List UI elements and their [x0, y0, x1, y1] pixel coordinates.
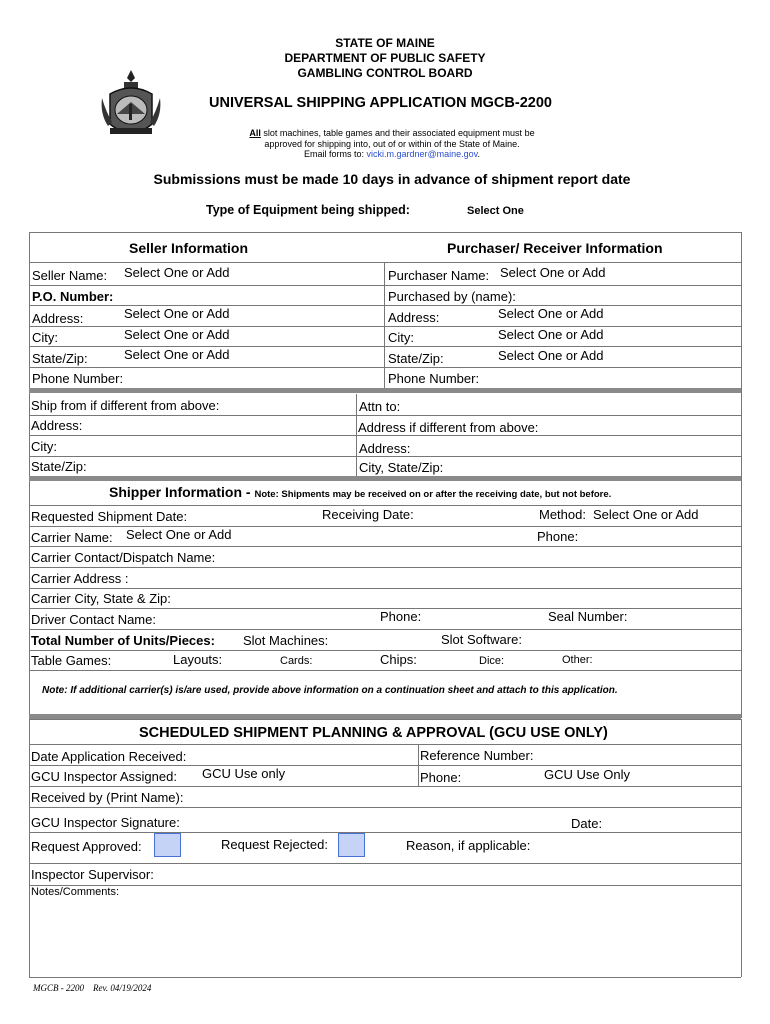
seller-heading: Seller Information — [129, 240, 249, 256]
carrier-name-select[interactable]: Select One or Add — [126, 527, 232, 542]
shipper-heading: Shipper Information - Note: Shipments may be received on or after the receiving date, but not before. — [109, 484, 612, 500]
approval-note-line1: All slot machines, table games and their associated equipment must be — [249, 128, 535, 138]
purchaser-address-label: Address: — [388, 310, 440, 325]
slot-software-label: Slot Software: — [441, 632, 522, 647]
inspector-assigned-label: GCU Inspector Assigned: — [31, 769, 177, 784]
carrier-city-label: Carrier City, State & Zip: — [31, 591, 171, 606]
seller-statezip-label: State/Zip: — [32, 351, 88, 366]
ship-from-city-label: City: — [31, 439, 57, 454]
slot-machines-label: Slot Machines: — [243, 633, 329, 648]
po-number-label: P.O. Number: — [32, 289, 114, 304]
address-if-different-label: Address if different from above: — [358, 420, 539, 435]
seller-name-label: Seller Name: — [32, 268, 108, 283]
form-revision: MGCB - 2200 Rev. 04/19/2024 — [33, 983, 152, 993]
requested-shipment-date-label: Requested Shipment Date: — [31, 509, 188, 524]
other-label: Other: — [562, 654, 593, 666]
gcu-heading: SCHEDULED SHIPMENT PLANNING & APPROVAL (GCU USE ONLY) — [139, 725, 608, 741]
inspector-assigned-field[interactable]: GCU Use only — [202, 766, 286, 781]
date-received-label: Date Application Received: — [31, 749, 187, 764]
form-title: UNIVERSAL SHIPPING APPLICATION MGCB-2200 — [209, 95, 552, 111]
ship-from-address-label: Address: — [31, 418, 83, 433]
seller-name-select[interactable]: Select One or Add — [124, 265, 230, 280]
received-by-label: Received by (Print Name): — [31, 790, 184, 805]
chips-label: Chips: — [380, 652, 417, 667]
method-label: Method: — [539, 507, 586, 522]
attn-to-label: Attn to: — [359, 399, 401, 414]
gcu-phone-label: Phone: — [420, 770, 462, 785]
seal-number-label: Seal Number: — [548, 609, 628, 624]
department-name: DEPARTMENT OF PUBLIC SAFETY — [284, 51, 486, 65]
method-select[interactable]: Select One or Add — [593, 507, 699, 522]
seller-city-label: City: — [32, 330, 58, 345]
reason-label: Reason, if applicable: — [406, 838, 531, 853]
ship-to-address-label: Address: — [359, 441, 411, 456]
carrier-name-label: Carrier Name: — [31, 530, 113, 545]
purchaser-statezip-label: State/Zip: — [388, 351, 444, 366]
purchaser-phone-label: Phone Number: — [388, 371, 480, 386]
reference-number-label: Reference Number: — [420, 748, 534, 763]
purchaser-statezip-select[interactable]: Select One or Add — [498, 348, 604, 363]
equipment-type-select[interactable]: Select One — [467, 205, 524, 217]
driver-contact-label: Driver Contact Name: — [31, 612, 156, 627]
purchaser-city-select[interactable]: Select One or Add — [498, 327, 604, 342]
approval-note-line2: approved for shipping into, out of or within of the State of Maine. — [264, 139, 520, 149]
gcu-date-label: Date: — [571, 816, 603, 831]
table-games-label: Table Games: — [31, 653, 112, 668]
seller-phone-label: Phone Number: — [32, 371, 124, 386]
seller-city-select[interactable]: Select One or Add — [124, 327, 230, 342]
seller-statezip-select[interactable]: Select One or Add — [124, 347, 230, 362]
request-approved-checkbox[interactable] — [154, 833, 181, 857]
purchaser-heading: Purchaser/ Receiver Information — [447, 240, 663, 256]
driver-phone-label: Phone: — [380, 609, 422, 624]
purchaser-name-select[interactable]: Select One or Add — [500, 265, 606, 280]
state-name: STATE OF MAINE — [335, 36, 435, 50]
request-rejected-label: Request Rejected: — [221, 837, 328, 852]
purchaser-address-select[interactable]: Select One or Add — [498, 306, 604, 321]
submission-notice: Submissions must be made 10 days in advance of shipment report date — [153, 171, 631, 187]
layouts-label: Layouts: — [173, 652, 223, 667]
notes-comments-label: Notes/Comments: — [31, 886, 120, 898]
gcu-phone-field[interactable]: GCU Use Only — [544, 767, 630, 782]
ship-from-label: Ship from if different from above: — [31, 398, 220, 413]
additional-carrier-note: Note: If additional carrier(s) is/are used, provide above information on a continuation sheet and attach to this application. — [42, 685, 618, 696]
ship-to-citystate-label: City, State/Zip: — [359, 460, 444, 475]
email-line: Email forms to: vicki.m.gardner@maine.gov. — [303, 149, 481, 159]
board-name: GAMBLING CONTROL BOARD — [297, 66, 473, 80]
carrier-address-label: Carrier Address : — [31, 571, 129, 586]
receiving-date-label: Receiving Date: — [322, 507, 414, 522]
purchaser-name-label: Purchaser Name: — [388, 268, 490, 283]
carrier-phone-label: Phone: — [537, 529, 579, 544]
total-units-label: Total Number of Units/Pieces: — [31, 633, 215, 648]
email-link[interactable]: vicki.m.gardner@maine.gov — [366, 149, 478, 159]
purchased-by-label: Purchased by (name): — [388, 289, 516, 304]
inspector-signature-label: GCU Inspector Signature: — [31, 815, 180, 830]
carrier-contact-label: Carrier Contact/Dispatch Name: — [31, 550, 216, 565]
purchaser-city-label: City: — [388, 330, 414, 345]
ship-from-statezip-label: State/Zip: — [31, 459, 87, 474]
cards-label: Cards: — [280, 655, 313, 667]
request-rejected-checkbox[interactable] — [338, 833, 365, 857]
inspector-supervisor-label: Inspector Supervisor: — [31, 867, 154, 882]
equipment-type-label: Type of Equipment being shipped: — [206, 203, 410, 217]
request-approved-label: Request Approved: — [31, 839, 142, 854]
seller-address-select[interactable]: Select One or Add — [124, 306, 230, 321]
seller-address-label: Address: — [32, 311, 84, 326]
dice-label: Dice: — [479, 655, 505, 667]
